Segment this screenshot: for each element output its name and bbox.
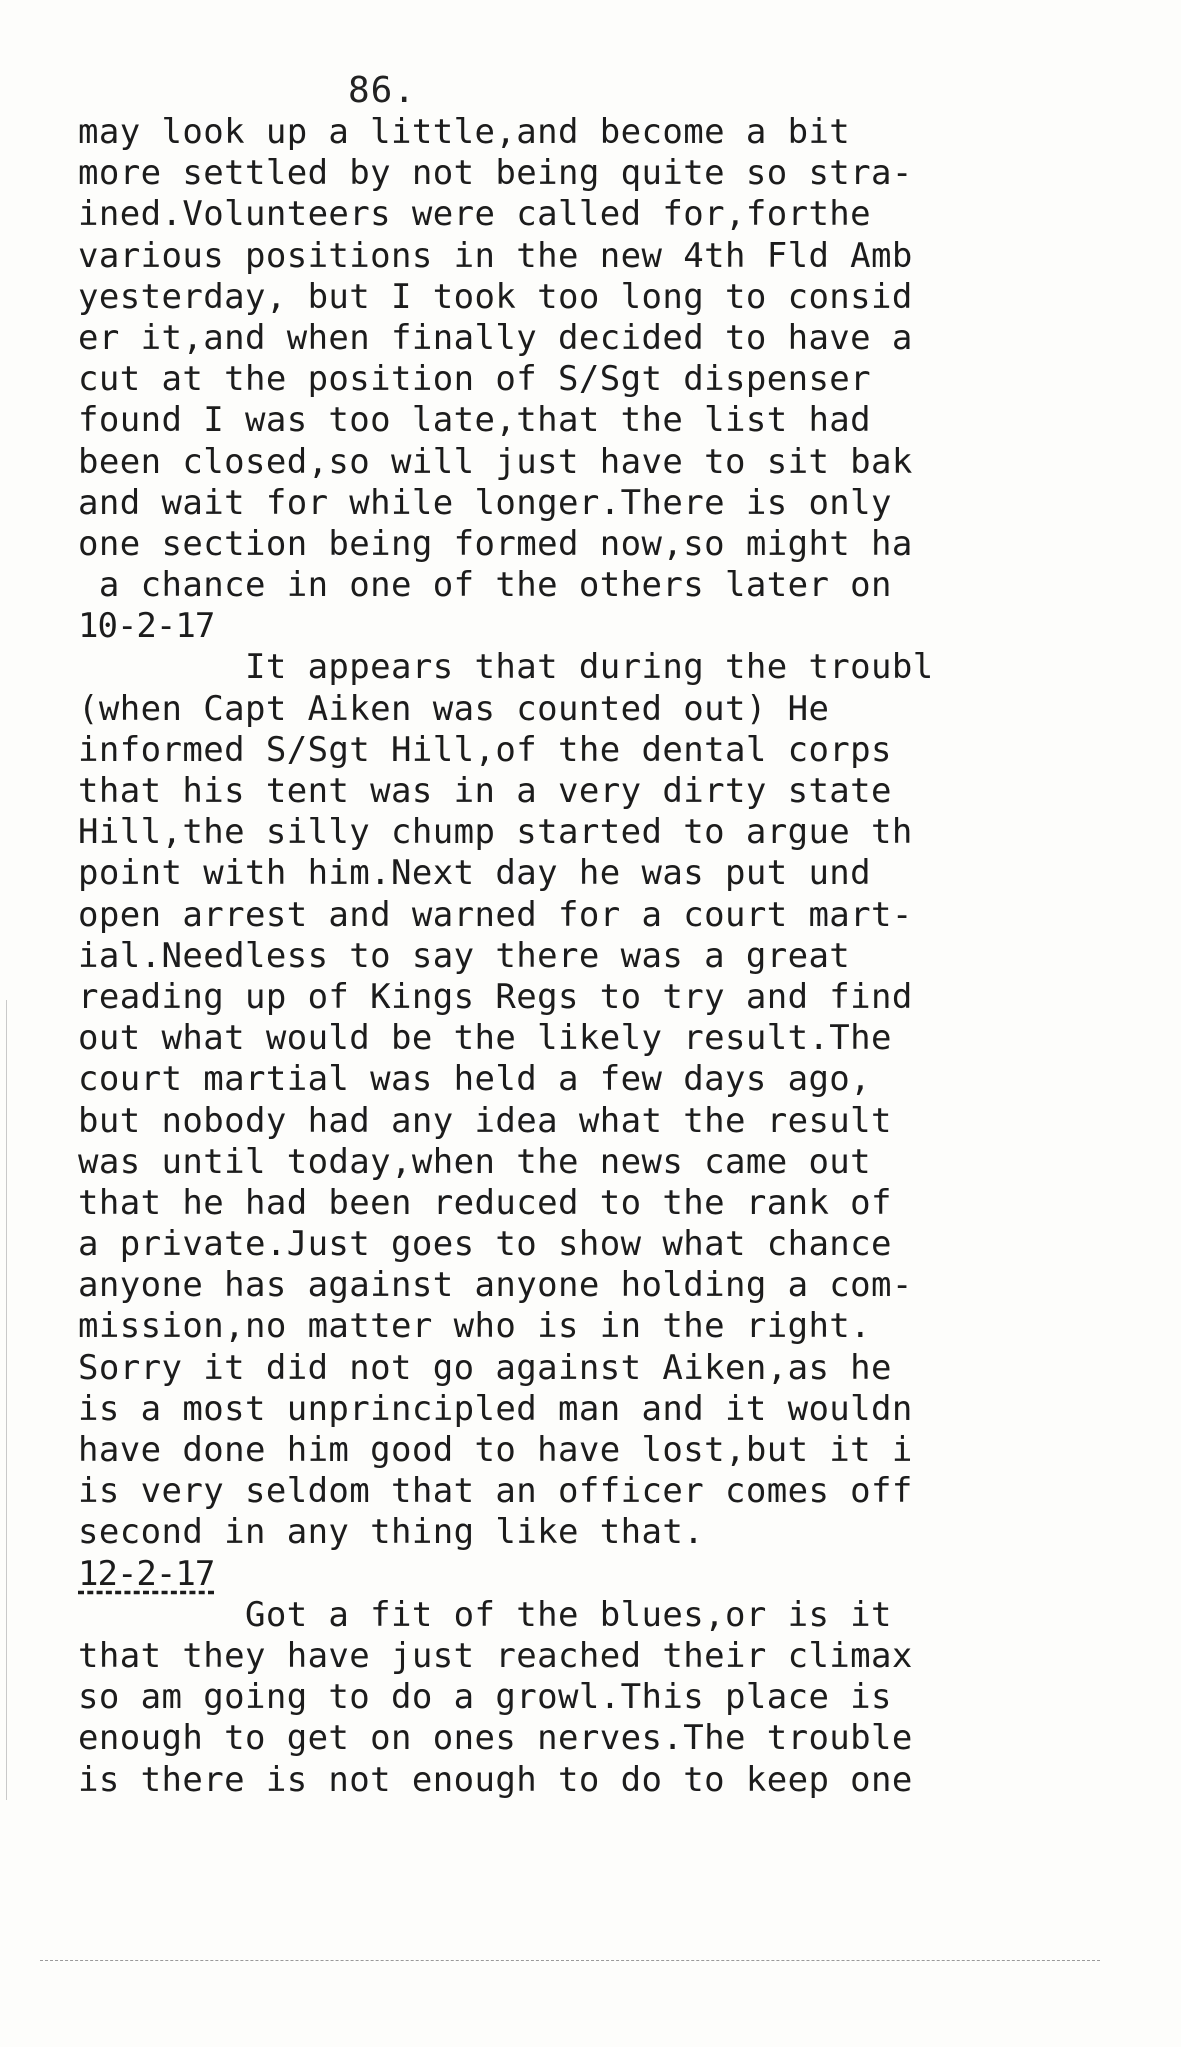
text-line: is very seldom that an officer comes off [78, 1471, 913, 1512]
text-line: yesterday, but I took too long to consid [78, 276, 913, 317]
diary-text-body [78, 112, 1088, 1801]
text-line: Sorry it did not go against Aiken,as he [78, 1347, 892, 1388]
text-line: been closed,so will just have to sit bak [78, 441, 913, 482]
text-line: It appears that during the troubl [78, 647, 934, 688]
text-line: ined.Volunteers were called for,forthe [78, 194, 872, 235]
text-line: cut at the position of S/Sgt dispenser [78, 359, 872, 400]
text-line: second in any thing like that. [78, 1512, 705, 1553]
text-line: a chance in one of the others later on [78, 565, 892, 606]
text-line: but nobody had any idea what the result [78, 1100, 892, 1141]
text-line: may look up a little,and become a bit [78, 112, 851, 152]
text-line: that his tent was in a very dirty state [78, 771, 892, 811]
diary-date-heading: 12-2-17 [78, 1553, 215, 1594]
text-line: ial.Needless to say there was a great [78, 935, 851, 976]
text-line: open arrest and warned for a court mart- [78, 894, 913, 935]
text-line: point with him.Next day he was put und [78, 853, 872, 894]
text-line: that he had been reduced to the rank of [78, 1182, 892, 1223]
text-line: so am going to do a growl.This place is [78, 1677, 892, 1718]
text-line: more settled by not being quite so stra- [78, 153, 913, 194]
text-line: one section being formed now,so might ha [78, 523, 913, 564]
text-line: out what would be the likely result.The [78, 1018, 892, 1059]
text-line: was until today,when the news came out [78, 1141, 872, 1182]
text-line: Got a fit of the blues,or is it [78, 1594, 892, 1635]
text-line: mission,no matter who is in the right. [78, 1306, 872, 1347]
text-line: reading up of Kings Regs to try and find [78, 976, 913, 1017]
text-line: Hill,the silly chump started to argue th [78, 812, 913, 853]
text-line: er it,and when finally decided to have a [78, 317, 913, 358]
text-line: and wait for while longer.There is only [78, 482, 892, 523]
text-line: court martial was held a few days ago, [78, 1059, 872, 1100]
page-number: 86. [348, 70, 417, 111]
text-line: a private.Just goes to show what chance [78, 1224, 892, 1265]
text-line: is there is not enough to do to keep one [78, 1759, 913, 1800]
text-line: anyone has against anyone holding a com- [78, 1265, 913, 1306]
text-line: (when Capt Aiken was counted out) He [78, 688, 830, 729]
text-line: found I was too late,that the list had [78, 400, 872, 441]
page-bottom-rule [40, 1960, 1100, 1961]
text-line: informed S/Sgt Hill,of the dental corps [78, 729, 892, 770]
text-line: is a most unprincipled man and it wouldn [78, 1388, 913, 1429]
page-edge-line [6, 1000, 7, 1800]
text-line: various positions in the new 4th Fld Amb [78, 235, 913, 276]
text-line: that they have just reached their climax [78, 1635, 913, 1676]
text-line: have done him good to have lost,but it i [78, 1430, 913, 1470]
diary-date-heading: 10-2-17 [78, 606, 215, 647]
text-line: enough to get on ones nerves.The trouble [78, 1718, 913, 1759]
